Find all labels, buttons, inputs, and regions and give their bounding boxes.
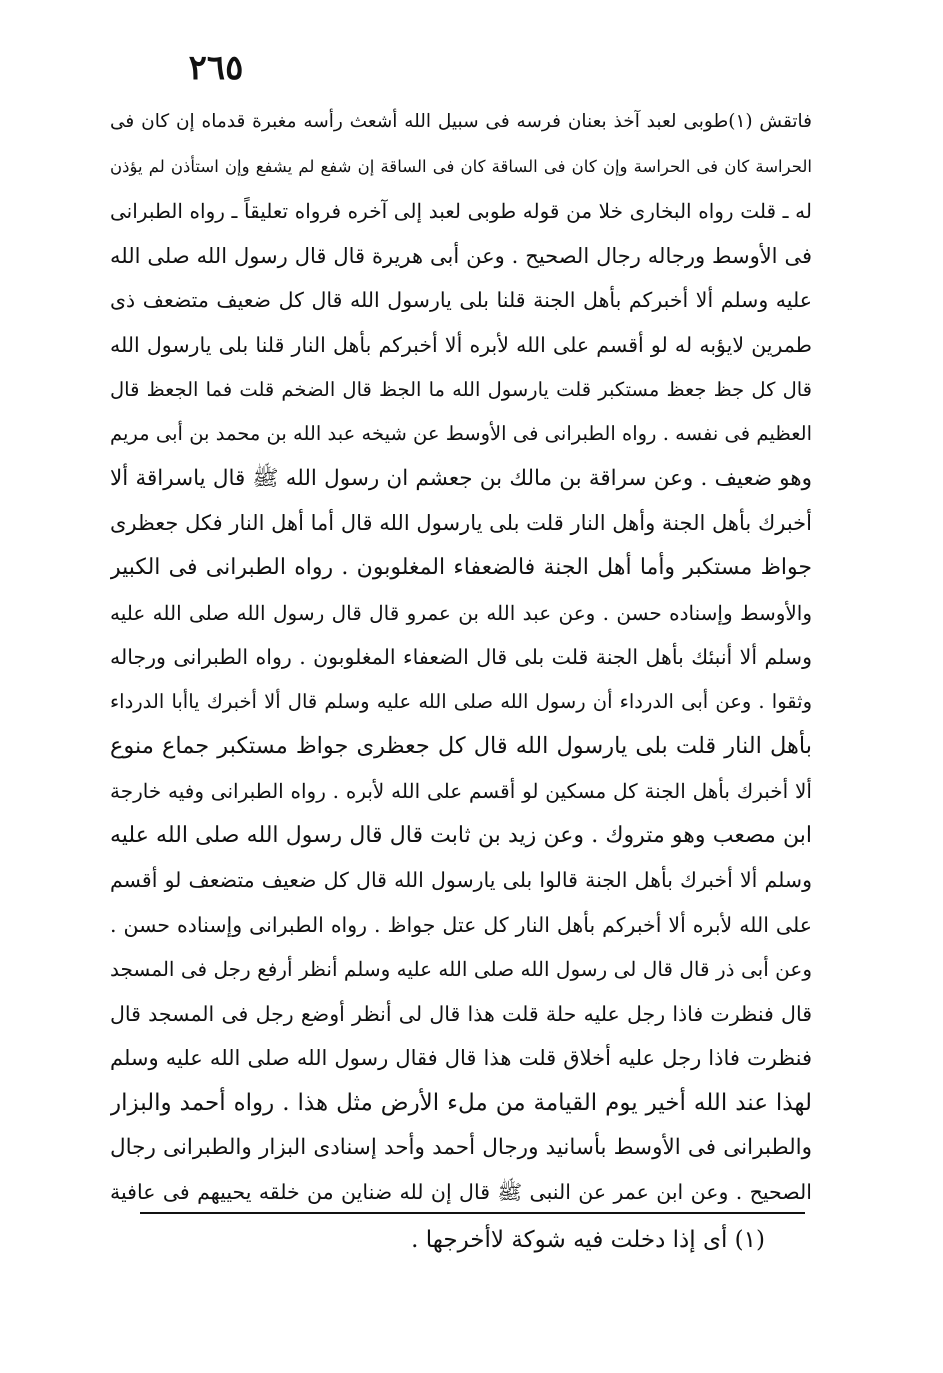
text-line: وسلم ألا أخبرك بأهل الجنة قالوا بلى يارسول الله قال كل ضعيف متضعف لو أقسم: [110, 868, 812, 893]
text-line: لهذا عند الله أخير يوم القيامة من ملء الأرض مثل هذا . رواه أحمد والبزار: [110, 1090, 812, 1117]
text-line: قال فنظرت فاذا رجل عليه حلة قلت هذا قال لى أنظر أوضع رجل فى المسجد قال: [110, 1001, 812, 1026]
text-line: وعن أبى ذر قال قال لى رسول الله صلى الله عليه وسلم أنظر أرفع رجل فى المسجد: [110, 957, 812, 982]
text-line: وثقوا . وعن أبى الدرداء أن رسول الله صلى الله عليه وسلم قال ألا أخبرك ياأبا الدرداء: [110, 689, 812, 713]
text-line: قال كل جظ جعظ مستكبر قلت يارسول الله ما الجظ قال الضخم قلت فما الجعظ قال: [110, 377, 812, 401]
text-line: فى الأوسط ورجاله رجال الصحيح . وعن أبى هريرة قال قال رسول الله صلى الله: [110, 243, 812, 268]
text-line: على الله لأبره ألا أخبركم بأهل النار كل عتل جواظ . رواه الطبرانى وإسناده حسن .: [110, 912, 812, 937]
text-line: فاتقش (١)طوبى لعبد آخذ بعنان فرسه فى سبيل الله أشعث رأسه مغبرة قدماه إن كان فى: [110, 111, 812, 132]
text-line: أخبرك بأهل الجنة وأهل النار قلت بلى يارسول الله قال أما أهل النار فكل جعظرى: [110, 511, 812, 536]
text-line: جواظ مستكبر وأما أهل الجنة فالضعفاء المغلوبون . رواه الطبرانى فى الكبير: [110, 554, 812, 580]
text-line: طمرين لايؤبه له لو أقسم على الله لأبره ألا أخبركم بأهل النار قلنا بلى يارسول الله: [110, 332, 812, 357]
text-line: عليه وسلم ألا أخبركم بأهل الجنة قلنا بلى يارسول الله قال كل ضعيف متضعف ذى: [110, 288, 812, 313]
text-line: وسلم ألا أنبئك بأهل الجنة قلت بلى قال الضعفاء المغلوبون . رواه الطبرانى ورجاله: [110, 645, 812, 670]
body-text: [110, 100, 812, 1215]
footnote-rule: [140, 1212, 805, 1214]
footnote: (١) أى إذا دخلت فيه شوكة لاأخرجها .: [411, 1227, 765, 1253]
text-line: الصحيح . وعن ابن عمر عن النبى ﷺ قال إن لله ضناين من خلقه يحييهم فى عافية: [110, 1180, 812, 1205]
text-line: وهو ضعيف . وعن سراقة بن مالك بن جعشم ان رسول الله ﷺ قال ياسراقة ألا: [110, 465, 812, 491]
text-line: الحراسة كان فى الحراسة وإن كان فى الساقة كان فى الساقة إن شفع لم يشفع وإن استأذن لم يؤذن: [110, 156, 812, 176]
text-line: العظيم فى نفسه . رواه الطبرانى فى الأوسط عن شيخه عبد الله بن محمد بن أبى مريم: [110, 422, 812, 446]
text-line: فنظرت فاذا رجل عليه أخلاق قلت هذا قال فقال رسول الله صلى الله عليه وسلم: [110, 1046, 812, 1071]
text-line: والطبرانى فى الأوسط بأسانيد ورجال أحمد وأحد إسنادى البزار والطبرانى رجال: [110, 1134, 812, 1160]
text-line: بأهل النار قلت بلى يارسول الله قال كل جعظرى جواظ مستكبر جماع منوع: [110, 733, 812, 760]
page-number: ٢٦٥: [188, 48, 244, 88]
text-line: له ـ قلت رواه البخارى خلا من قوله طوبى لعبد إلى آخره فرواه تعليقاً ـ رواه الطبرانى: [110, 199, 812, 224]
text-line: والأوسط وإسناده حسن . وعن عبد الله بن عمرو قال قال رسول الله صلى الله عليه: [110, 600, 812, 625]
text-line: ألا أخبرك بأهل الجنة كل مسكين لو أقسم على الله لأبره . رواه الطبرانى وفيه خارجة: [110, 778, 812, 803]
text-line: ابن مصعب وهو متروك . وعن زيد بن ثابت قال قال رسول الله صلى الله عليه: [110, 822, 812, 848]
